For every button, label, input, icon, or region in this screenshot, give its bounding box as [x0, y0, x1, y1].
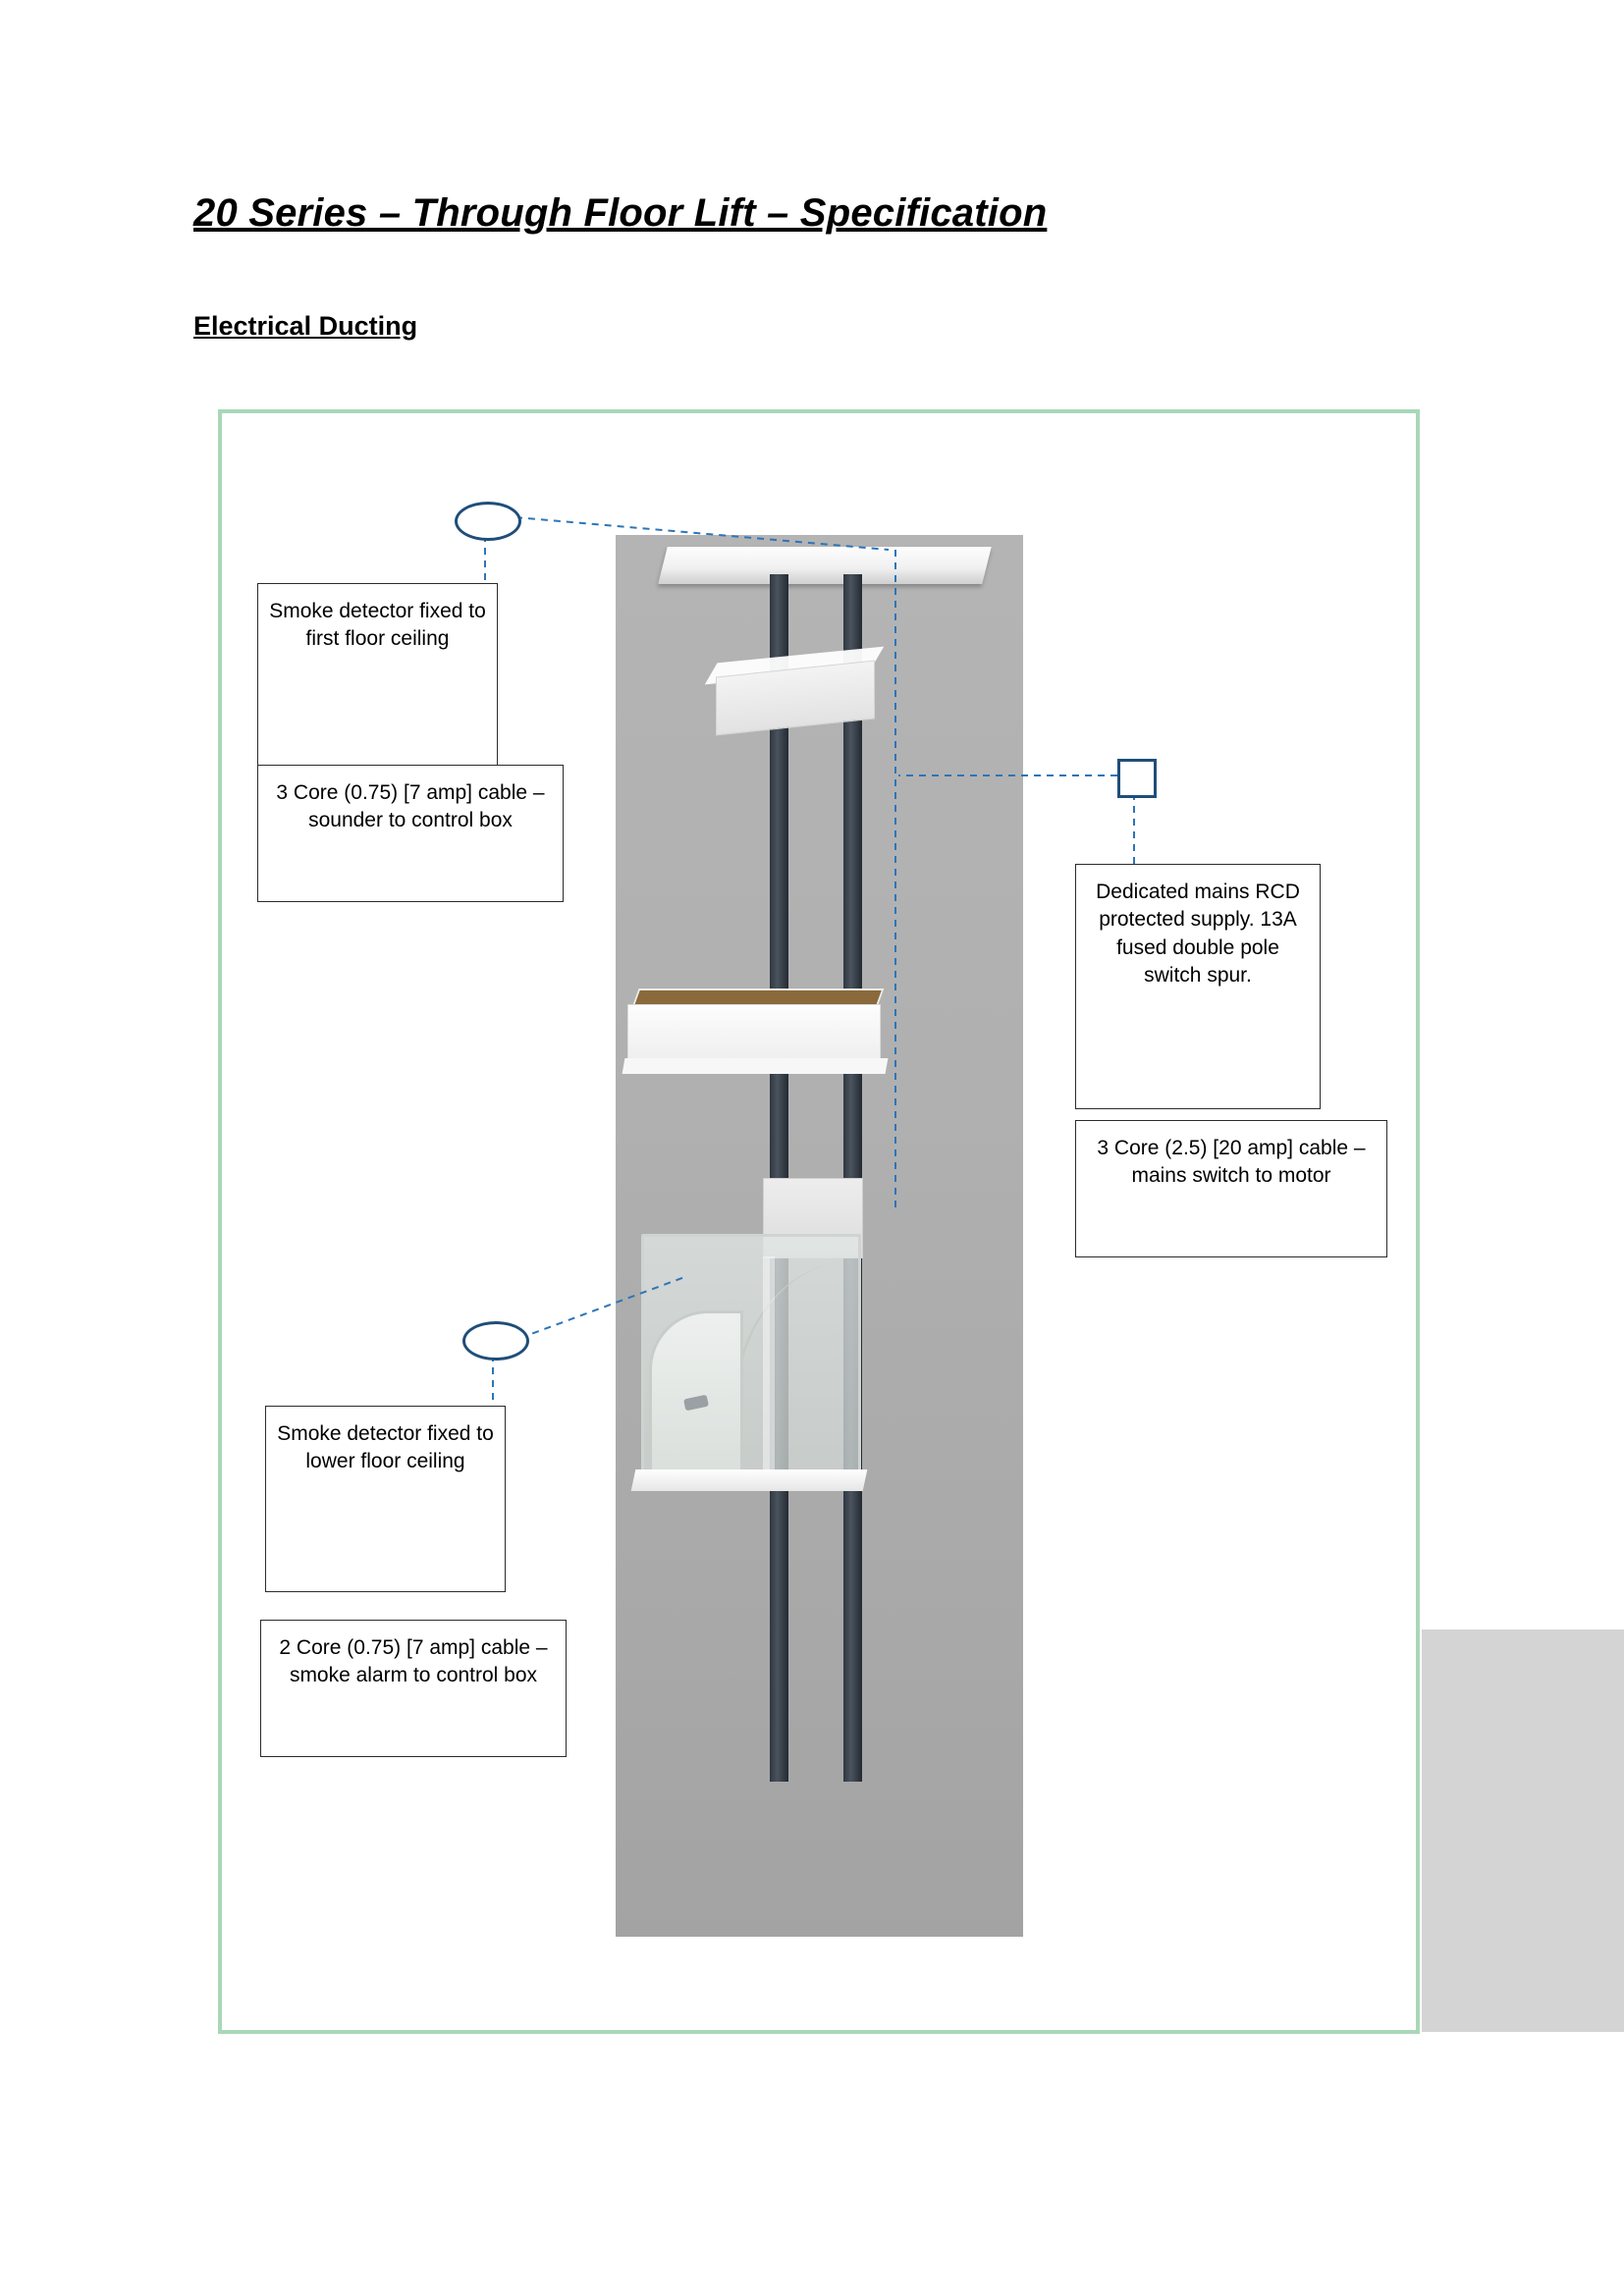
- cabin-side-panel: [763, 1256, 775, 1480]
- callout-marker-square-mains: [1117, 759, 1157, 798]
- first-floor-ceiling-slab: [658, 547, 991, 584]
- callout-cable-2core-075: 2 Core (0.75) [7 amp] cable – smoke alarm to control box: [260, 1620, 567, 1757]
- callout-marker-ellipse-lower-floor: [462, 1321, 529, 1361]
- callout-smoke-detector-first-floor: Smoke detector fixed to first floor ceiling: [257, 583, 498, 770]
- callout-cable-3core-075: 3 Core (0.75) [7 amp] cable – sounder to control box: [257, 765, 564, 902]
- callout-cable-3core-25: 3 Core (2.5) [20 amp] cable – mains switch to motor: [1075, 1120, 1387, 1257]
- callout-smoke-detector-lower-floor: Smoke detector fixed to lower floor ceiling: [265, 1406, 506, 1592]
- figure-drop-shadow: [1422, 1629, 1624, 2032]
- cabin-base-plate: [631, 1469, 868, 1491]
- section-heading: Electrical Ducting: [193, 311, 418, 341]
- lift-diagram-image: [616, 535, 1023, 1937]
- callout-mains-supply: Dedicated mains RCD protected supply. 13A fused double pole switch spur.: [1075, 864, 1321, 1109]
- page-title: 20 Series – Through Floor Lift – Specification: [193, 191, 1048, 235]
- platform-lip: [623, 1058, 889, 1074]
- callout-marker-ellipse-first-floor: [455, 502, 521, 541]
